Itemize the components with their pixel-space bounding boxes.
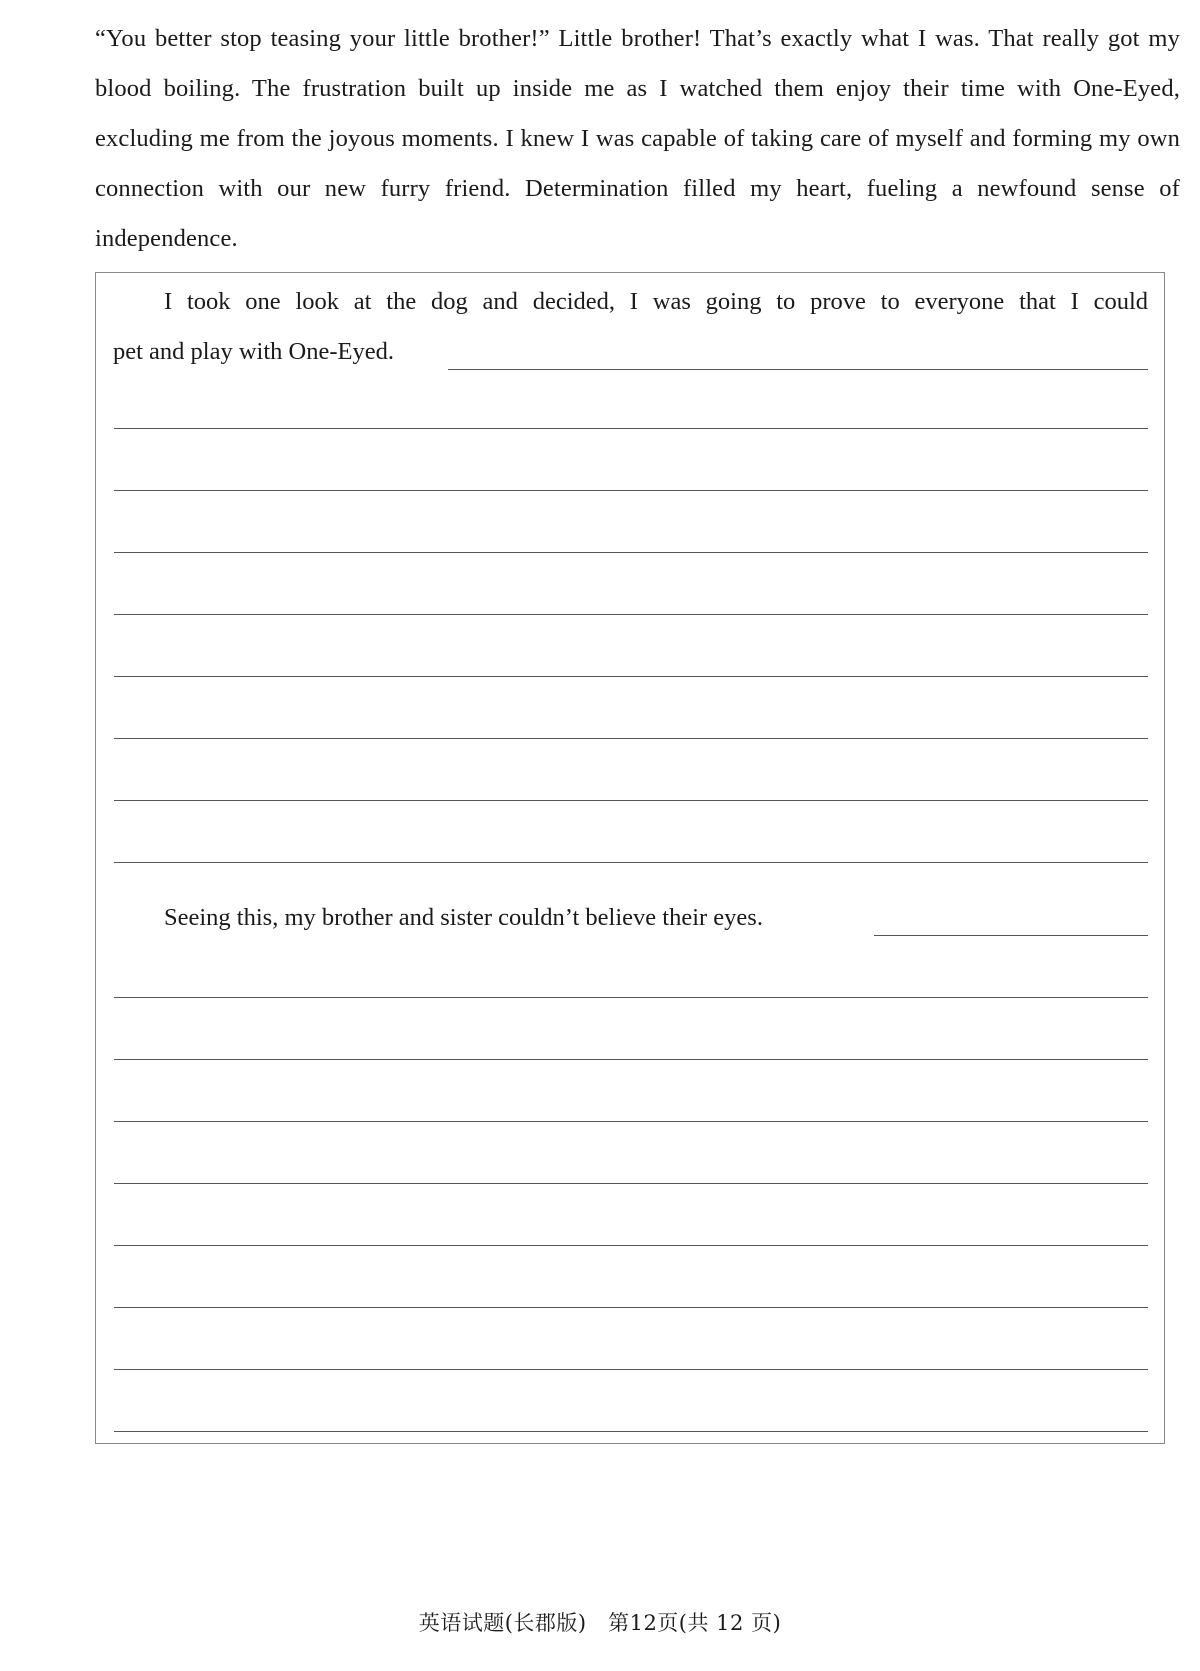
writing-line[interactable] bbox=[114, 552, 1148, 553]
paragraph2-opening: Seeing this, my brother and sister couldn’t believe their eyes. bbox=[164, 904, 763, 931]
paragraph1-opening-line2: pet and play with One-Eyed. bbox=[113, 338, 394, 365]
writing-line[interactable] bbox=[874, 935, 1148, 936]
writing-line[interactable] bbox=[114, 1121, 1148, 1122]
writing-line[interactable] bbox=[114, 1183, 1148, 1184]
writing-line[interactable] bbox=[114, 862, 1148, 863]
paragraph1-opening-line1: I took one look at the dog and decided, I was going to prove to everyone that I could bbox=[164, 288, 1148, 315]
writing-line[interactable] bbox=[114, 1431, 1148, 1432]
writing-line[interactable] bbox=[114, 1245, 1148, 1246]
writing-line[interactable] bbox=[114, 800, 1148, 801]
writing-line[interactable] bbox=[114, 614, 1148, 615]
writing-line[interactable] bbox=[114, 1307, 1148, 1308]
writing-line[interactable] bbox=[114, 738, 1148, 739]
writing-line[interactable] bbox=[114, 676, 1148, 677]
writing-line[interactable] bbox=[448, 369, 1148, 370]
answer-box bbox=[95, 272, 1165, 1444]
page-footer: 英语试题(长郡版) 第12页(共 12 页) bbox=[418, 1611, 782, 1635]
intro-paragraph: “You better stop teasing your little brother!” Little brother! That’s exactly what I was. That really got my blood boiling. The frustration built up inside me as I watched them enjoy their time with One-Eyed, excluding me from the joyous moments. I knew I was capable of taking care of myself and forming my own connection with our new furry friend. Determination filled my heart, fueling a newfound sense of independence. bbox=[95, 25, 1180, 252]
writing-line[interactable] bbox=[114, 428, 1148, 429]
writing-line[interactable] bbox=[114, 490, 1148, 491]
writing-line[interactable] bbox=[114, 1059, 1148, 1060]
writing-line[interactable] bbox=[114, 997, 1148, 998]
writing-line[interactable] bbox=[114, 1369, 1148, 1370]
